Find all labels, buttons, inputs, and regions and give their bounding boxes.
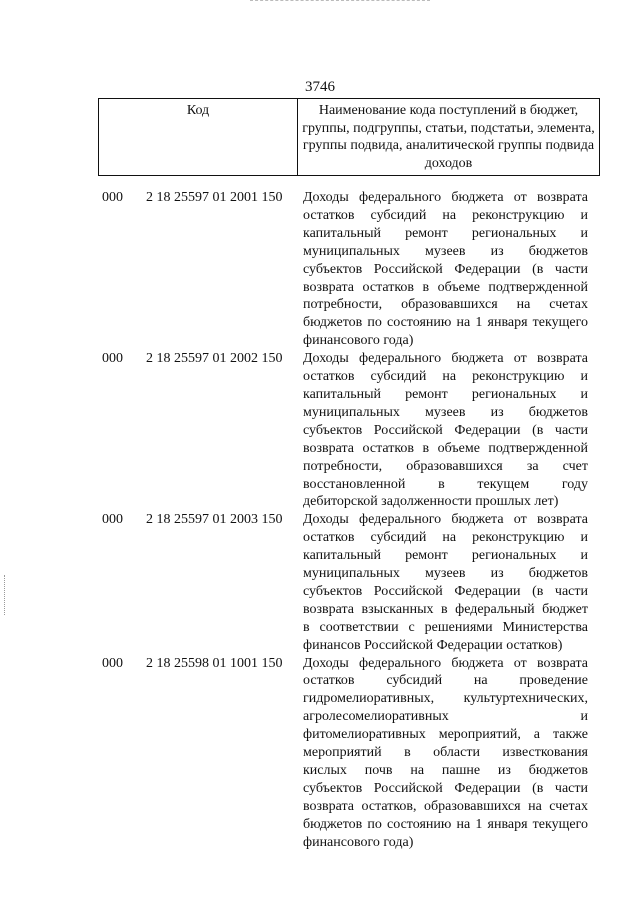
description-line: субъектов Российской Федерации (в части <box>303 261 588 277</box>
page-number: 3746 <box>305 79 335 95</box>
scan-artifact-top <box>250 0 430 3</box>
revenue-description <box>303 350 588 511</box>
description-line: Доходы федерального бюджета от возврата <box>303 351 588 367</box>
entries-list <box>0 189 640 852</box>
description-line: агролесомелиоративных и <box>303 709 588 725</box>
description-line: финансов Российской Федерации остатков) <box>303 637 563 653</box>
description-line: капитальный ремонт региональных и <box>303 548 588 564</box>
admin-code: 000 <box>102 512 123 528</box>
revenue-code: 2 18 25597 01 2001 150 <box>146 190 283 205</box>
revenue-code: 2 18 25598 01 1001 150 <box>146 655 283 671</box>
description-line: муниципальных музеев из бюджетов <box>303 243 588 259</box>
table-header <box>98 98 600 176</box>
description-line: дебиторской задолженности прошлых лет) <box>303 494 559 510</box>
revenue-description <box>303 655 588 852</box>
description-line: бюджетов по состоянию на 1 января текущего <box>303 315 588 331</box>
description-line: субъектов Российской Федерации (в части <box>303 780 588 796</box>
header-code-column: Код <box>99 99 298 175</box>
description-line: бюджетов по состоянию на 1 января текущего <box>303 816 588 832</box>
description-line: возврата остатков в объеме подтвержденной <box>303 440 588 456</box>
description-line: остатков субсидий на реконструкцию и <box>303 207 588 223</box>
description-line: потребности, образовавшихся за счет <box>303 458 588 474</box>
description-line: остатков субсидий на проведение <box>303 673 588 689</box>
description-line: гидромелиоративных, культуртехнических, <box>303 691 588 707</box>
description-line: остатков субсидий на реконструкцию и <box>303 369 588 385</box>
description-line: возврата остатков в объеме подтвержденной <box>303 279 588 295</box>
admin-code: 000 <box>102 351 123 367</box>
description-line: субъектов Российской Федерации (в части <box>303 583 588 599</box>
revenue-code: 2 18 25597 01 2002 150 <box>146 351 283 367</box>
description-line: Доходы федерального бюджета от возврата <box>303 190 588 205</box>
admin-code: 000 <box>102 655 123 671</box>
description-line: Доходы федерального бюджета от возврата <box>303 655 588 671</box>
description-line: капитальный ремонт региональных и <box>303 386 588 402</box>
description-line: потребности, образовавшихся на счетах <box>303 297 588 313</box>
revenue-description <box>303 189 588 350</box>
description-line: капитальный ремонт региональных и <box>303 225 588 241</box>
table-row <box>0 189 640 350</box>
description-line: муниципальных музеев из бюджетов <box>303 566 588 582</box>
description-line: кислых почв на пашне из бюджетов <box>303 763 588 778</box>
header-name-column: Наименование кода поступлений в бюджет, группы, подгруппы, статьи, подстатьи, элемента, группы подвида, аналитической группы подвида доходов <box>302 103 595 171</box>
description-line: Доходы федерального бюджета от возврата <box>303 512 588 528</box>
description-line: в соответствии с решениями Министерства <box>303 619 588 635</box>
revenue-code: 2 18 25597 01 2003 150 <box>146 512 283 528</box>
description-line: возврата взысканных в федеральный бюджет <box>303 601 588 617</box>
table-row <box>0 350 640 511</box>
admin-code: 000 <box>102 190 123 205</box>
description-line: мероприятий в области известкования <box>303 745 588 761</box>
revenue-description <box>303 511 588 654</box>
description-line: возврата остатков, образовавшихся на счетах <box>303 798 588 814</box>
table-row <box>0 511 640 654</box>
description-line: восстановленной в текущем году <box>303 476 588 492</box>
table-row <box>0 655 640 852</box>
description-line: остатков субсидий на реконструкцию и <box>303 530 588 546</box>
description-line: финансового года) <box>303 834 414 850</box>
description-line: муниципальных музеев из бюджетов <box>303 404 588 420</box>
description-line: фитомелиоративных мероприятий, а также <box>303 727 588 743</box>
description-line: субъектов Российской Федерации (в части <box>303 422 588 438</box>
description-line: финансового года) <box>303 333 414 349</box>
